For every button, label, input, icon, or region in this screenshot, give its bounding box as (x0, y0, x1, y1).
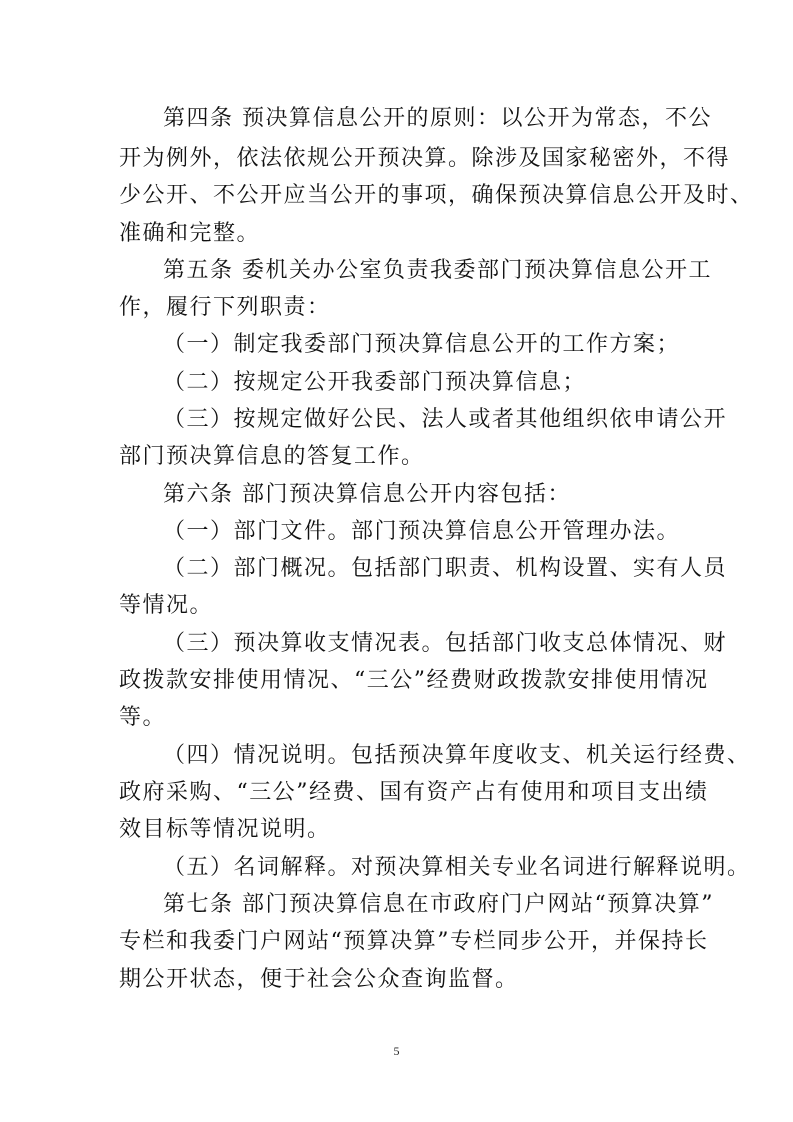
article-7-line-3: 期公开状态，便于社会公众查询监督。 (119, 967, 519, 992)
article-5-line-1: 第五条 委机关办公室负责我委部门预决算信息公开工 (163, 258, 712, 283)
article-4-line-4: 准确和完整。 (119, 221, 261, 246)
article-5-item-2: （二）按规定公开我委部门预决算信息； (163, 370, 587, 395)
article-6-item-4-line-3: 效目标等情况说明。 (119, 817, 331, 842)
article-6-item-1: （一）部门文件。部门预决算信息公开管理办法。 (163, 519, 681, 544)
article-6-item-3-line-3: 等。 (119, 705, 167, 730)
article-6-item-4-line-2: 政府采购、“三公”经费、国有资产占有使用和项目支出绩 (119, 780, 709, 805)
article-4-line-2: 开为例外，依法依规公开预决算。除涉及国家秘密外，不得 (119, 146, 731, 171)
article-5-item-3-line-1: （三）按规定做好公民、法人或者其他组织依申请公开 (163, 407, 728, 432)
article-6-item-3-line-1: （三）预决算收支情况表。包括部门收支总体情况、财 (163, 631, 728, 656)
page-number: 5 (393, 1044, 400, 1058)
article-6-item-4-line-1: （四）情况说明。包括预决算年度收支、机关运行经费、 (163, 743, 751, 768)
article-4-line-1: 第四条 预决算信息公开的原则：以公开为常态，不公 (163, 106, 712, 131)
article-4-line-3: 少公开、不公开应当公开的事项，确保预决算信息公开及时、 (119, 183, 754, 208)
article-6-item-5: （五）名词解释。对预决算相关专业名词进行解释说明。 (163, 855, 751, 880)
article-6-item-2-line-2: 等情况。 (119, 593, 214, 618)
article-5-item-1: （一）制定我委部门预决算信息公开的工作方案； (163, 332, 681, 357)
article-7-line-2: 专栏和我委门户网站“预算决算”专栏同步公开，并保持长 (119, 929, 709, 954)
article-5-item-3-line-2: 部门预决算信息的答复工作。 (119, 444, 425, 469)
article-6-line-1: 第六条 部门预决算信息公开内容包括： (163, 482, 571, 507)
article-6-item-2-line-1: （二）部门概况。包括部门职责、机构设置、实有人员 (163, 556, 728, 581)
article-6-item-3-line-2: 政拨款安排使用情况、“三公”经费财政拨款安排使用情况 (119, 668, 709, 693)
article-5-line-2: 作，履行下列职责： (119, 295, 331, 320)
article-7-line-1: 第七条 部门预决算信息在市政府门户网站“预算决算” (163, 892, 714, 917)
